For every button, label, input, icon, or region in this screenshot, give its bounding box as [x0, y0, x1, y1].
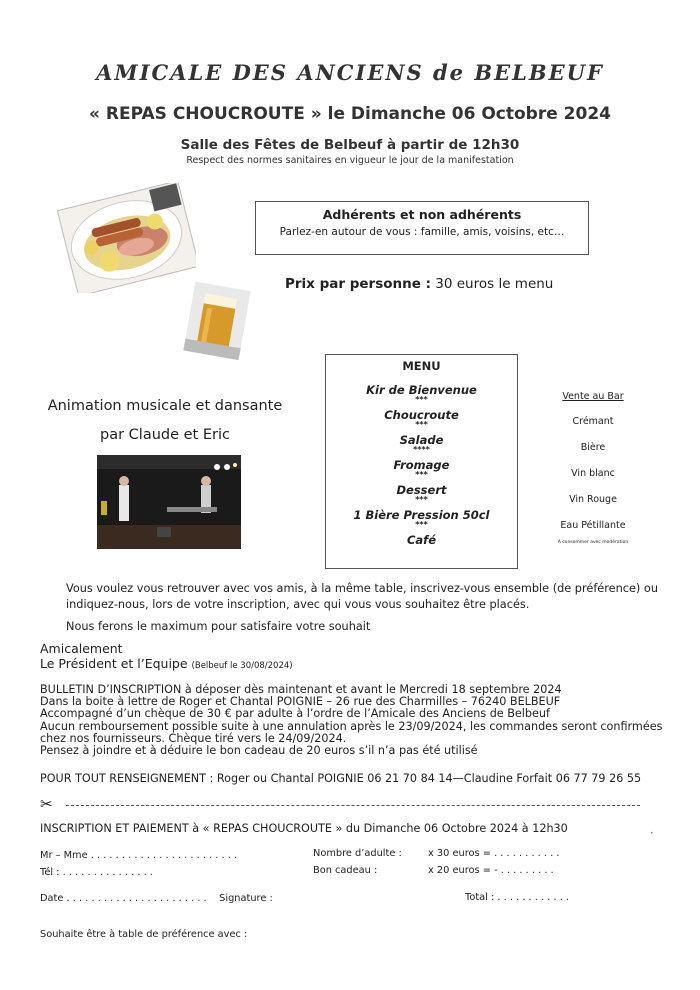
gift-label: Bon cadeau :: [313, 865, 378, 876]
contact-line: POUR TOUT RENSEIGNEMENT : Roger ou Chantal POIGNIE 06 21 70 84 14—Claudine Forfait 06 77 79 26 55: [40, 772, 642, 785]
page-title: AMICALE DES ANCIENS de BELBEUF: [96, 60, 604, 85]
animation-line-1: Animation musicale et dansante: [47, 398, 283, 414]
signoff-date: (Belbeuf le 30/08/2024): [191, 661, 293, 671]
price-label: Prix par personne :: [285, 276, 431, 292]
band-stage-photo: [97, 455, 241, 549]
bar-list: [548, 391, 638, 545]
scissors-icon: ✂: [40, 795, 53, 813]
adults-calc-field[interactable]: x 30 euros = . . . . . . . . . . .: [428, 848, 560, 859]
bar-item: Vin Rouge: [569, 494, 617, 505]
event-title: « REPAS CHOUCROUTE » le Dimanche 06 Octobre 2024: [89, 104, 611, 124]
members-subtext: Parlez-en autour de vous : famille, amis, voisins, etc…: [279, 226, 565, 238]
menu-item: Salade ****: [399, 433, 444, 454]
signoff-line-1: Amicalement: [40, 641, 123, 656]
bar-item: Eau Pétillante: [560, 520, 626, 531]
phone-field[interactable]: Tél : . . . . . . . . . . . . . . .: [40, 867, 153, 878]
stray-mark: •: [650, 830, 654, 837]
gift-calc-field[interactable]: x 20 euros = - . . . . . . . . .: [428, 865, 554, 876]
menu-title: MENU: [402, 359, 441, 373]
cut-line: [40, 795, 640, 813]
adults-label: Nombre d’adulte :: [313, 848, 402, 859]
animation-line-2: par Claude et Eric: [100, 427, 230, 443]
menu-item: Dessert ***: [396, 483, 447, 504]
bulletin-line: Aucun remboursement possible suite à une annulation après le 23/09/2024, les commandes seront confirmées: [40, 719, 663, 733]
bar-item: Bière: [580, 442, 606, 453]
signoff: [40, 641, 293, 674]
menu-item: Café: [406, 533, 436, 547]
table-wish-field[interactable]: Souhaite être à table de préférence avec :: [40, 929, 248, 940]
bulletin-line: Pensez à joindre et à déduire le bon cadeau de 20 euros s’il n’a pas été utilisé: [40, 744, 478, 758]
sanitary-notice: Respect des normes sanitaires en vigueur le jour de la manifestation: [186, 155, 514, 166]
bulletin-line: Accompagné d’un chèque de 30 € par adulte à l’ordre de l’Amicale des Anciens de Belbeuf: [40, 707, 550, 721]
choucroute-plate-photo: [56, 183, 196, 293]
animation-text: [35, 392, 295, 450]
price-line: [285, 276, 553, 292]
table-preference-text: Vous voulez vous retrouver avec vos amis, à la même table, inscrivez-vous ensemble (de préférence) ou indiquez-nous, lors de votre inscription, avec qui vous vous souhaitez être placés.: [66, 582, 658, 611]
inscription-heading: INSCRIPTION ET PAIEMENT à « REPAS CHOUCROUTE » du Dimanche 06 Octobre 2024 à 12h30: [40, 822, 568, 835]
price-value: 30 euros le menu: [435, 276, 554, 292]
bar-heading: Vente au Bar: [562, 391, 624, 402]
menu-item: Kir de Bienvenue ***: [366, 383, 477, 404]
total-field[interactable]: Total : . . . . . . . . . . . .: [465, 892, 570, 903]
bulletin-line: Dans la boite à lettre de Roger et Chantal POIGNIE – 26 rue des Charmilles – 76240 BELBEUF: [40, 695, 561, 709]
bulletin-line: chez nos fournisseurs. Chèque tiré vers le 24/09/2024.: [40, 731, 347, 745]
menu-item: Choucroute ***: [384, 408, 459, 429]
bar-note: A consommer avec modération: [557, 540, 629, 545]
date-signature-field[interactable]: Date . . . . . . . . . . . . . . . . . . . . . . . Signature :: [40, 893, 273, 904]
members-heading: Adhérents et non adhérents: [322, 207, 522, 222]
menu-item: Fromage ***: [393, 458, 450, 479]
menu-box: [325, 354, 518, 569]
members-box: [255, 201, 589, 255]
bulletin-block: [40, 684, 670, 757]
beer-glass-photo: [183, 280, 253, 362]
name-field[interactable]: Mr – Mme . . . . . . . . . . . . . . . . . . . . . . . .: [40, 850, 238, 861]
bar-item: Crémant: [572, 416, 614, 427]
dashed-divider: [66, 805, 640, 806]
venue-line: Salle des Fêtes de Belbeuf à partir de 12h30: [180, 137, 520, 153]
bar-item: Vin blanc: [571, 468, 615, 479]
wish-text: Nous ferons le maximum pour satisfaire votre souhait: [66, 620, 371, 633]
menu-item: 1 Bière Pression 50cl ***: [353, 508, 490, 529]
bulletin-line: BULLETIN D’INSCRIPTION à déposer dès maintenant et avant le Mercredi 18 septembre 2024: [40, 683, 562, 696]
signoff-line-2: Le Président et l’Equipe: [40, 656, 188, 671]
